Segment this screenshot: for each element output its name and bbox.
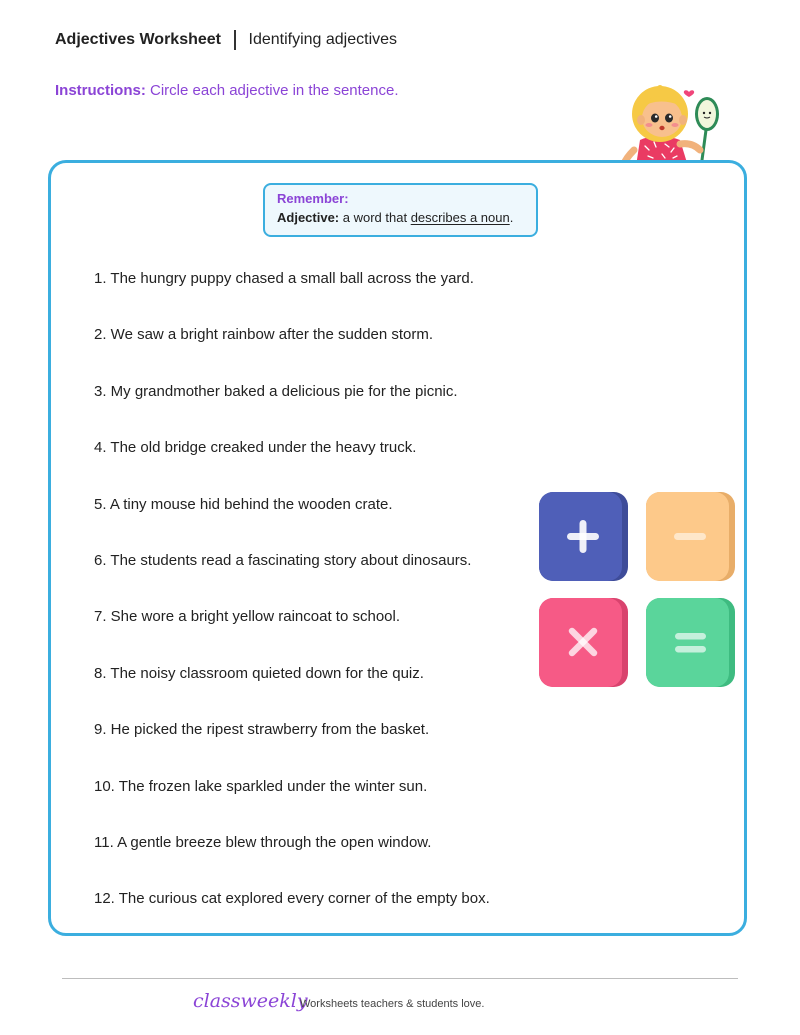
worksheet-title: Adjectives Worksheet [55,31,221,48]
times-icon [539,598,628,687]
sentence-list [94,268,490,945]
sentence-item[interactable]: 1. The hungry puppy chased a small ball across the yard. [94,270,474,287]
sentence-item[interactable]: 9. He picked the ripest strawberry from the basket. [94,721,430,739]
remember-title: Remember: [277,191,349,206]
sentence-item[interactable]: 3. My grandmother baked a delicious pie for the picnic. [94,382,458,400]
sentence-item[interactable]: 8. The noisy classroom quieted down for the quiz. [94,664,424,682]
sentence-item[interactable]: 12. The curious cat explored every corner of the empty box. [94,890,490,908]
sentence-item[interactable]: 2. We saw a bright rainbow after the sudden storm. [94,326,434,344]
footer-tagline: Worksheets teachers & students love. [300,998,485,1010]
times-tile [539,598,628,687]
sentence-item[interactable]: 7. She wore a bright yellow raincoat to school. [94,608,400,626]
minus-tile [646,492,735,581]
sentence-item[interactable]: 5. A tiny mouse hid behind the wooden crate. [94,495,393,513]
definition-prefix: a word that [342,210,411,225]
sentence-item[interactable]: 4. The old bridge creaked under the heavy truck. [94,439,417,457]
definition-suffix: . [509,210,514,225]
sentence-item[interactable]: 11. A gentle breeze blew through the open window. [94,833,432,851]
definition-underlined: describes a noun [410,210,510,225]
remember-box [263,183,538,237]
header-divider [234,30,236,50]
adjective-definition [277,210,524,225]
equals-icon [646,598,735,687]
definition-term: Adjective: [277,210,340,225]
footer-divider [62,978,738,979]
instructions-label: Instructions: [55,82,146,99]
minus-icon [646,492,735,581]
worksheet-header [55,30,397,50]
brand-logo: classweekly [193,990,308,1012]
girl-with-mirror-illustration [618,84,730,166]
instructions [55,82,399,99]
worksheet-subtitle: Identifying adjectives [248,31,398,48]
plus-tile [539,492,628,581]
sentence-item[interactable]: 6. The students read a fascinating story about dinosaurs. [94,551,472,569]
plus-icon [539,492,628,581]
equals-tile [646,598,735,687]
sentence-item[interactable]: 10. The frozen lake sparkled under the winter sun. [94,777,428,795]
instructions-text: Circle each adjective in the sentence. [150,82,399,99]
